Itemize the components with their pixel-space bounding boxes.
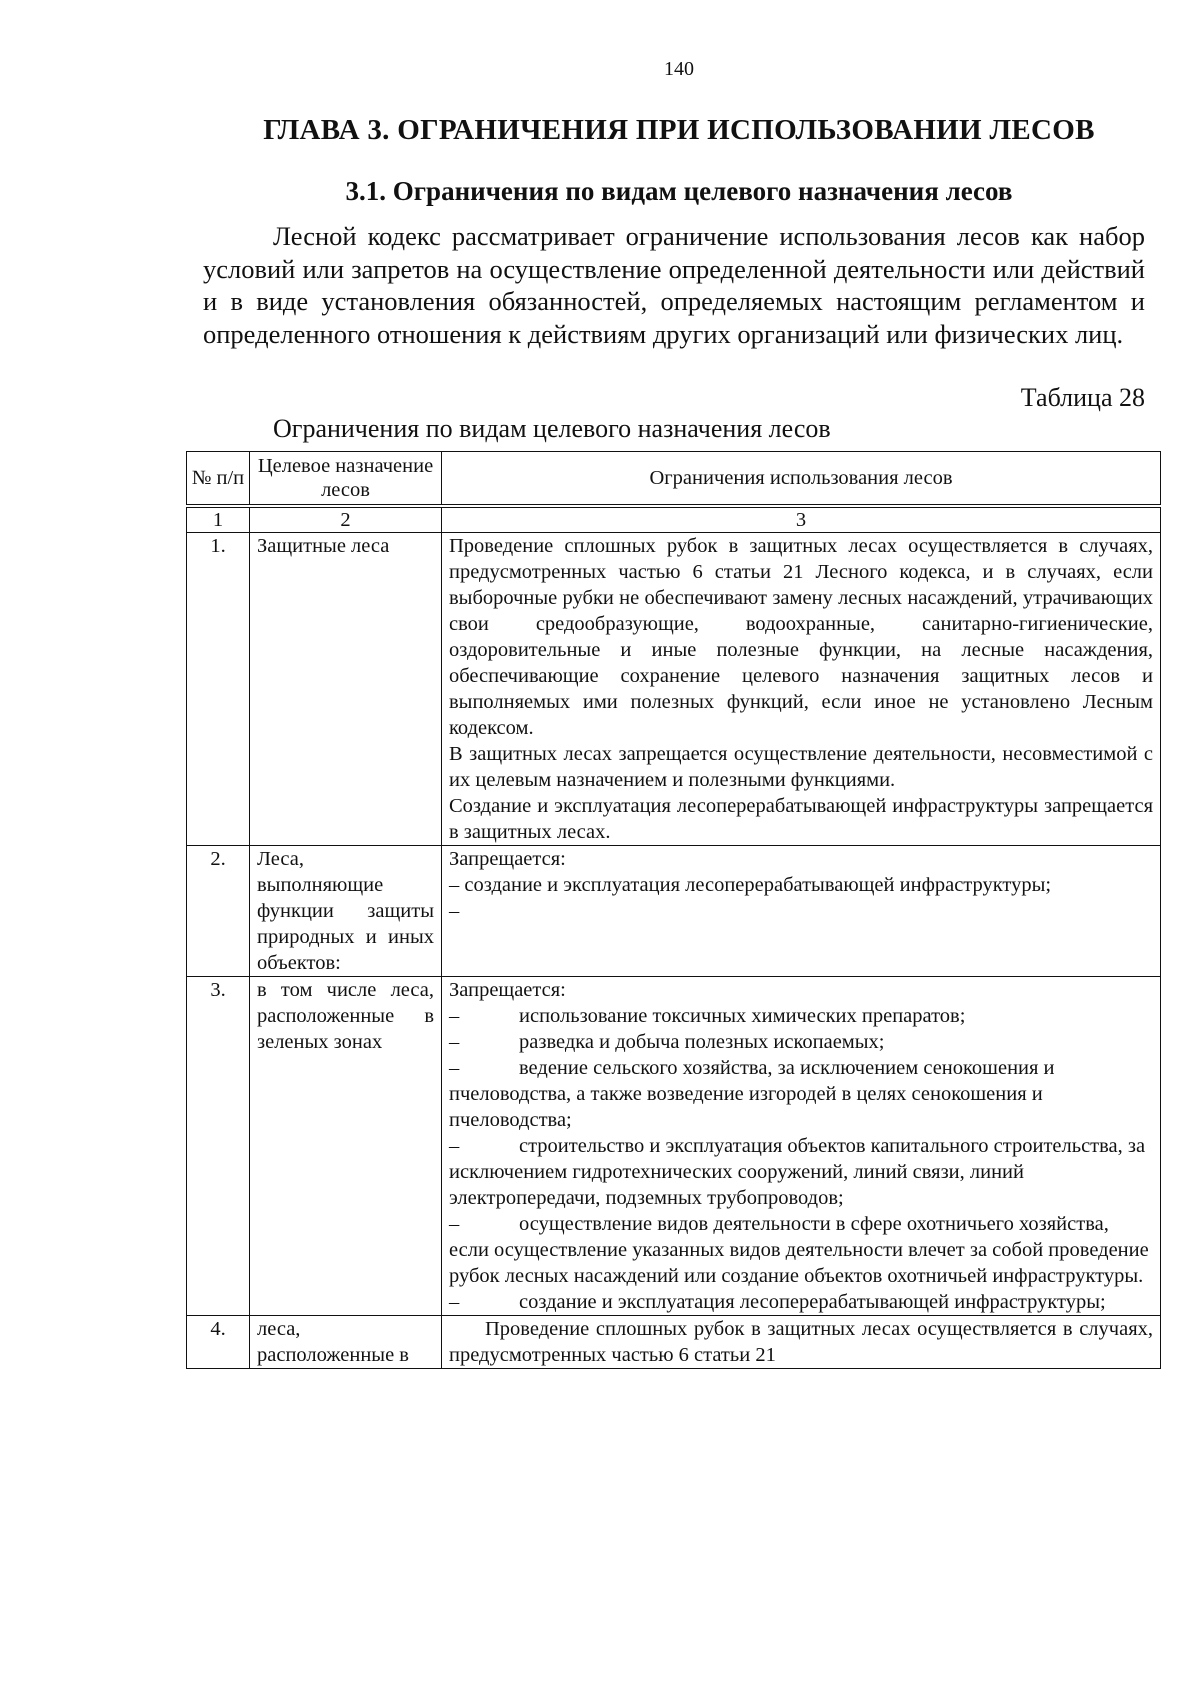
row-purpose: леса, расположенные в <box>250 1316 442 1369</box>
restriction-item: – <box>449 900 460 922</box>
table-row <box>187 977 1161 1316</box>
restriction-paragraph: В защитных лесах запрещается осуществление деятельности, несовместимой с их целевым назначением и полезными функциями. <box>449 743 1153 791</box>
column-number: 2 <box>250 506 442 533</box>
restriction-item-text: ведение сельского хозяйства, за исключением сенокошения и пчеловодства, а также возведение изгородей в целях сенокошения и пчеловодства; <box>449 1057 1055 1131</box>
row-purpose: Леса, выполняющие функции защиты природных и иных объектов: <box>250 846 442 977</box>
table-caption: Ограничения по видам целевого назначения лесов <box>273 414 831 443</box>
row-purpose: Защитные леса <box>250 533 442 846</box>
column-number: 1 <box>187 506 250 533</box>
row-restrictions <box>442 533 1161 846</box>
restriction-item-text: осуществление видов деятельности в сфере охотничьего хозяйства, если осуществление указанных видов деятельности влечет за собой проведение рубок лесных насаждений или создание объектов охотничьей инфраструктуры. <box>449 1213 1149 1287</box>
table-header-row <box>187 452 1161 507</box>
restriction-item: – осуществление видов деятельности в сфере охотничьего хозяйства, если осуществление указанных видов деятельности влечет за собой проведение рубок лесных насаждений или создание объектов охотничьей инфраструктуры. <box>449 1213 1149 1287</box>
row-restrictions <box>442 1316 1161 1369</box>
table-row <box>187 533 1161 846</box>
restriction-item: – разведка и добыча полезных ископаемых; <box>449 1031 885 1053</box>
restrictions-table <box>186 451 1161 1369</box>
restriction-item-text: разведка и добыча полезных ископаемых; <box>519 1031 885 1053</box>
table-row <box>187 846 1161 977</box>
header-restrictions: Ограничения использования лесов <box>442 452 1161 507</box>
row-restrictions <box>442 846 1161 977</box>
section-title: 3.1. Ограничения по видам целевого назначения лесов <box>345 176 1013 206</box>
table-label: Таблица 28 <box>1020 383 1145 412</box>
row-number: 2. <box>187 846 250 977</box>
restriction-item: – ведение сельского хозяйства, за исключением сенокошения и пчеловодства, а также возведение изгородей в целях сенокошения и пчеловодства; <box>449 1057 1055 1131</box>
restriction-item-text: строительство и эксплуатация объектов капитального строительства, за исключением гидротехнических сооружений, линий связи, линий электропередачи, подземных трубопроводов; <box>449 1135 1146 1209</box>
restriction-paragraph: Создание и эксплуатация лесоперерабатывающей инфраструктуры запрещается в защитных лесах. <box>449 795 1153 843</box>
row-restrictions <box>442 977 1161 1316</box>
restriction-item-text: использование токсичных химических препаратов; <box>519 1005 966 1027</box>
table-row <box>187 1316 1161 1369</box>
row-number: 1. <box>187 533 250 846</box>
chapter-title: ГЛАВА 3. ОГРАНИЧЕНИЯ ПРИ ИСПОЛЬЗОВАНИИ ЛЕСОВ <box>263 114 1095 146</box>
restriction-paragraph: Проведение сплошных рубок в защитных лесах осуществляется в случаях, предусмотренных частью 6 статьи 21 Лесного кодекса, и в случаях, если выборочные рубки не обеспечивают замену лесных насаждений, утрачивающих свои средообразующие, водоохранные, санитарно-гигиенические, оздоровительные и иные полезные функции, на лесные насаждения, обеспечивающие сохранение целевого назначения защитных лесов и выполняемых ими полезных функций, если иное не установлено Лесным кодексом. <box>449 535 1153 739</box>
page-number: 140 <box>664 58 694 80</box>
row-purpose: в том числе леса, расположенные в зеленых зонах <box>250 977 442 1316</box>
restriction-item: – использование токсичных химических препаратов; <box>449 1005 966 1027</box>
header-number: № п/п <box>187 452 250 507</box>
column-number: 3 <box>442 506 1161 533</box>
restriction-item-text: создание и эксплуатация лесоперерабатывающей инфраструктуры; <box>519 1291 1106 1313</box>
intro-paragraph: Лесной кодекс рассматривает ограничение использования лесов как набор условий или запретов на осуществление определенной деятельности или действий и в виде установления обязанностей, определяемых настоящим регламентом и определенного отношения к действиям других организаций или физических лиц. <box>203 221 1145 349</box>
row-number: 3. <box>187 977 250 1316</box>
restriction-intro: Запрещается: <box>449 848 566 870</box>
restriction-item: – создание и эксплуатация лесоперерабатывающей инфраструктуры; <box>449 874 1052 896</box>
restriction-intro: Запрещается: <box>449 979 566 1001</box>
restriction-item: – создание и эксплуатация лесоперерабатывающей инфраструктуры; <box>449 1291 1106 1313</box>
header-purpose: Целевое назначение лесов <box>250 452 442 507</box>
restriction-paragraph: Проведение сплошных рубок в защитных лесах осуществляется в случаях, предусмотренных частью 6 статьи 21 <box>449 1318 1153 1366</box>
row-number: 4. <box>187 1316 250 1369</box>
column-number-row <box>187 506 1161 533</box>
restriction-item: – строительство и эксплуатация объектов капитального строительства, за исключением гидротехнических сооружений, линий связи, линий электропередачи, подземных трубопроводов; <box>449 1135 1146 1209</box>
